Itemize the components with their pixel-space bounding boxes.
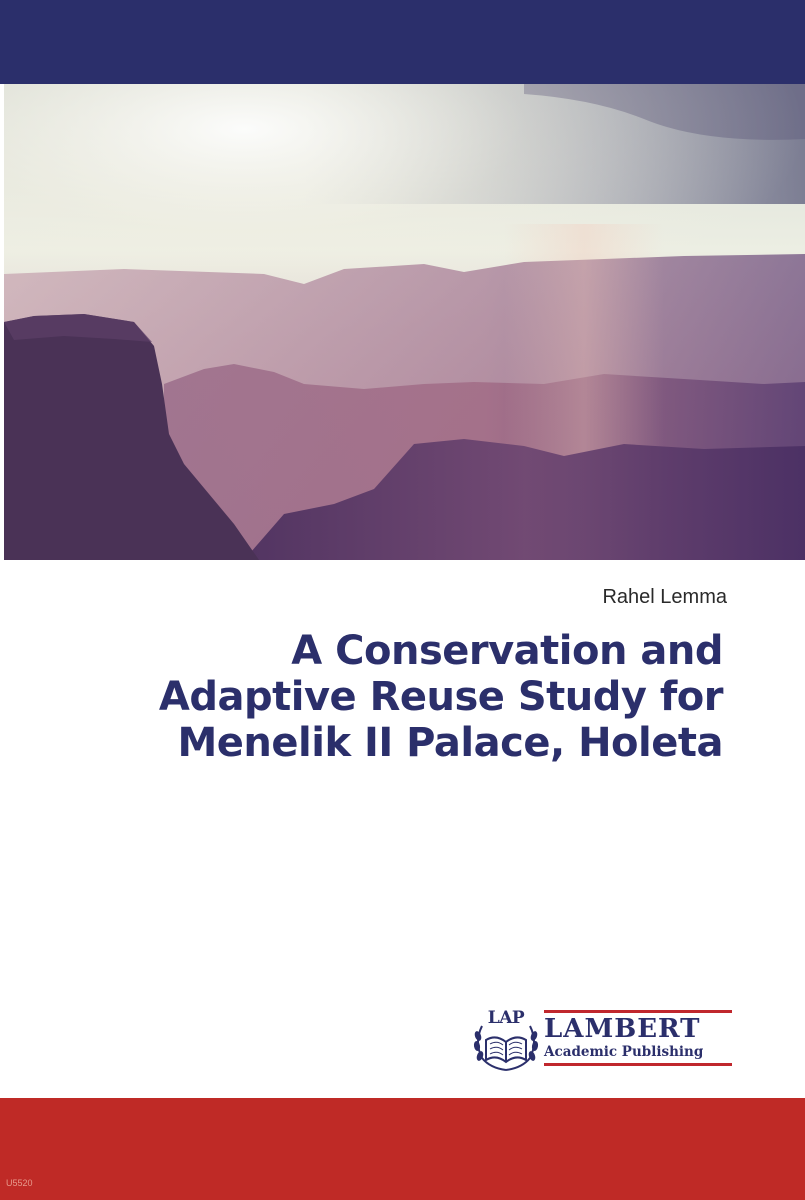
cover-photo: [4, 84, 805, 560]
publisher-name: LAMBERT: [544, 1014, 701, 1044]
author-name: Rahel Lemma: [602, 586, 727, 608]
title-line-1: A Conservation and: [291, 628, 723, 674]
publisher-rule-bottom: [544, 1063, 732, 1066]
lap-emblem-text: LAP: [487, 1008, 525, 1028]
open-book-laurel-icon: [472, 1006, 540, 1072]
title-line-2: Adaptive Reuse Study for: [158, 674, 723, 720]
title-line-3: Menelik II Palace, Holeta: [177, 720, 723, 766]
publisher-subtitle: Academic Publishing: [544, 1044, 704, 1060]
footer-code: U5520: [6, 1178, 33, 1188]
top-color-band: [0, 0, 805, 84]
publisher-logo: [472, 1006, 734, 1072]
book-title: [43, 628, 723, 766]
bottom-color-band: [0, 1098, 805, 1200]
publisher-rule-top: [544, 1010, 732, 1013]
